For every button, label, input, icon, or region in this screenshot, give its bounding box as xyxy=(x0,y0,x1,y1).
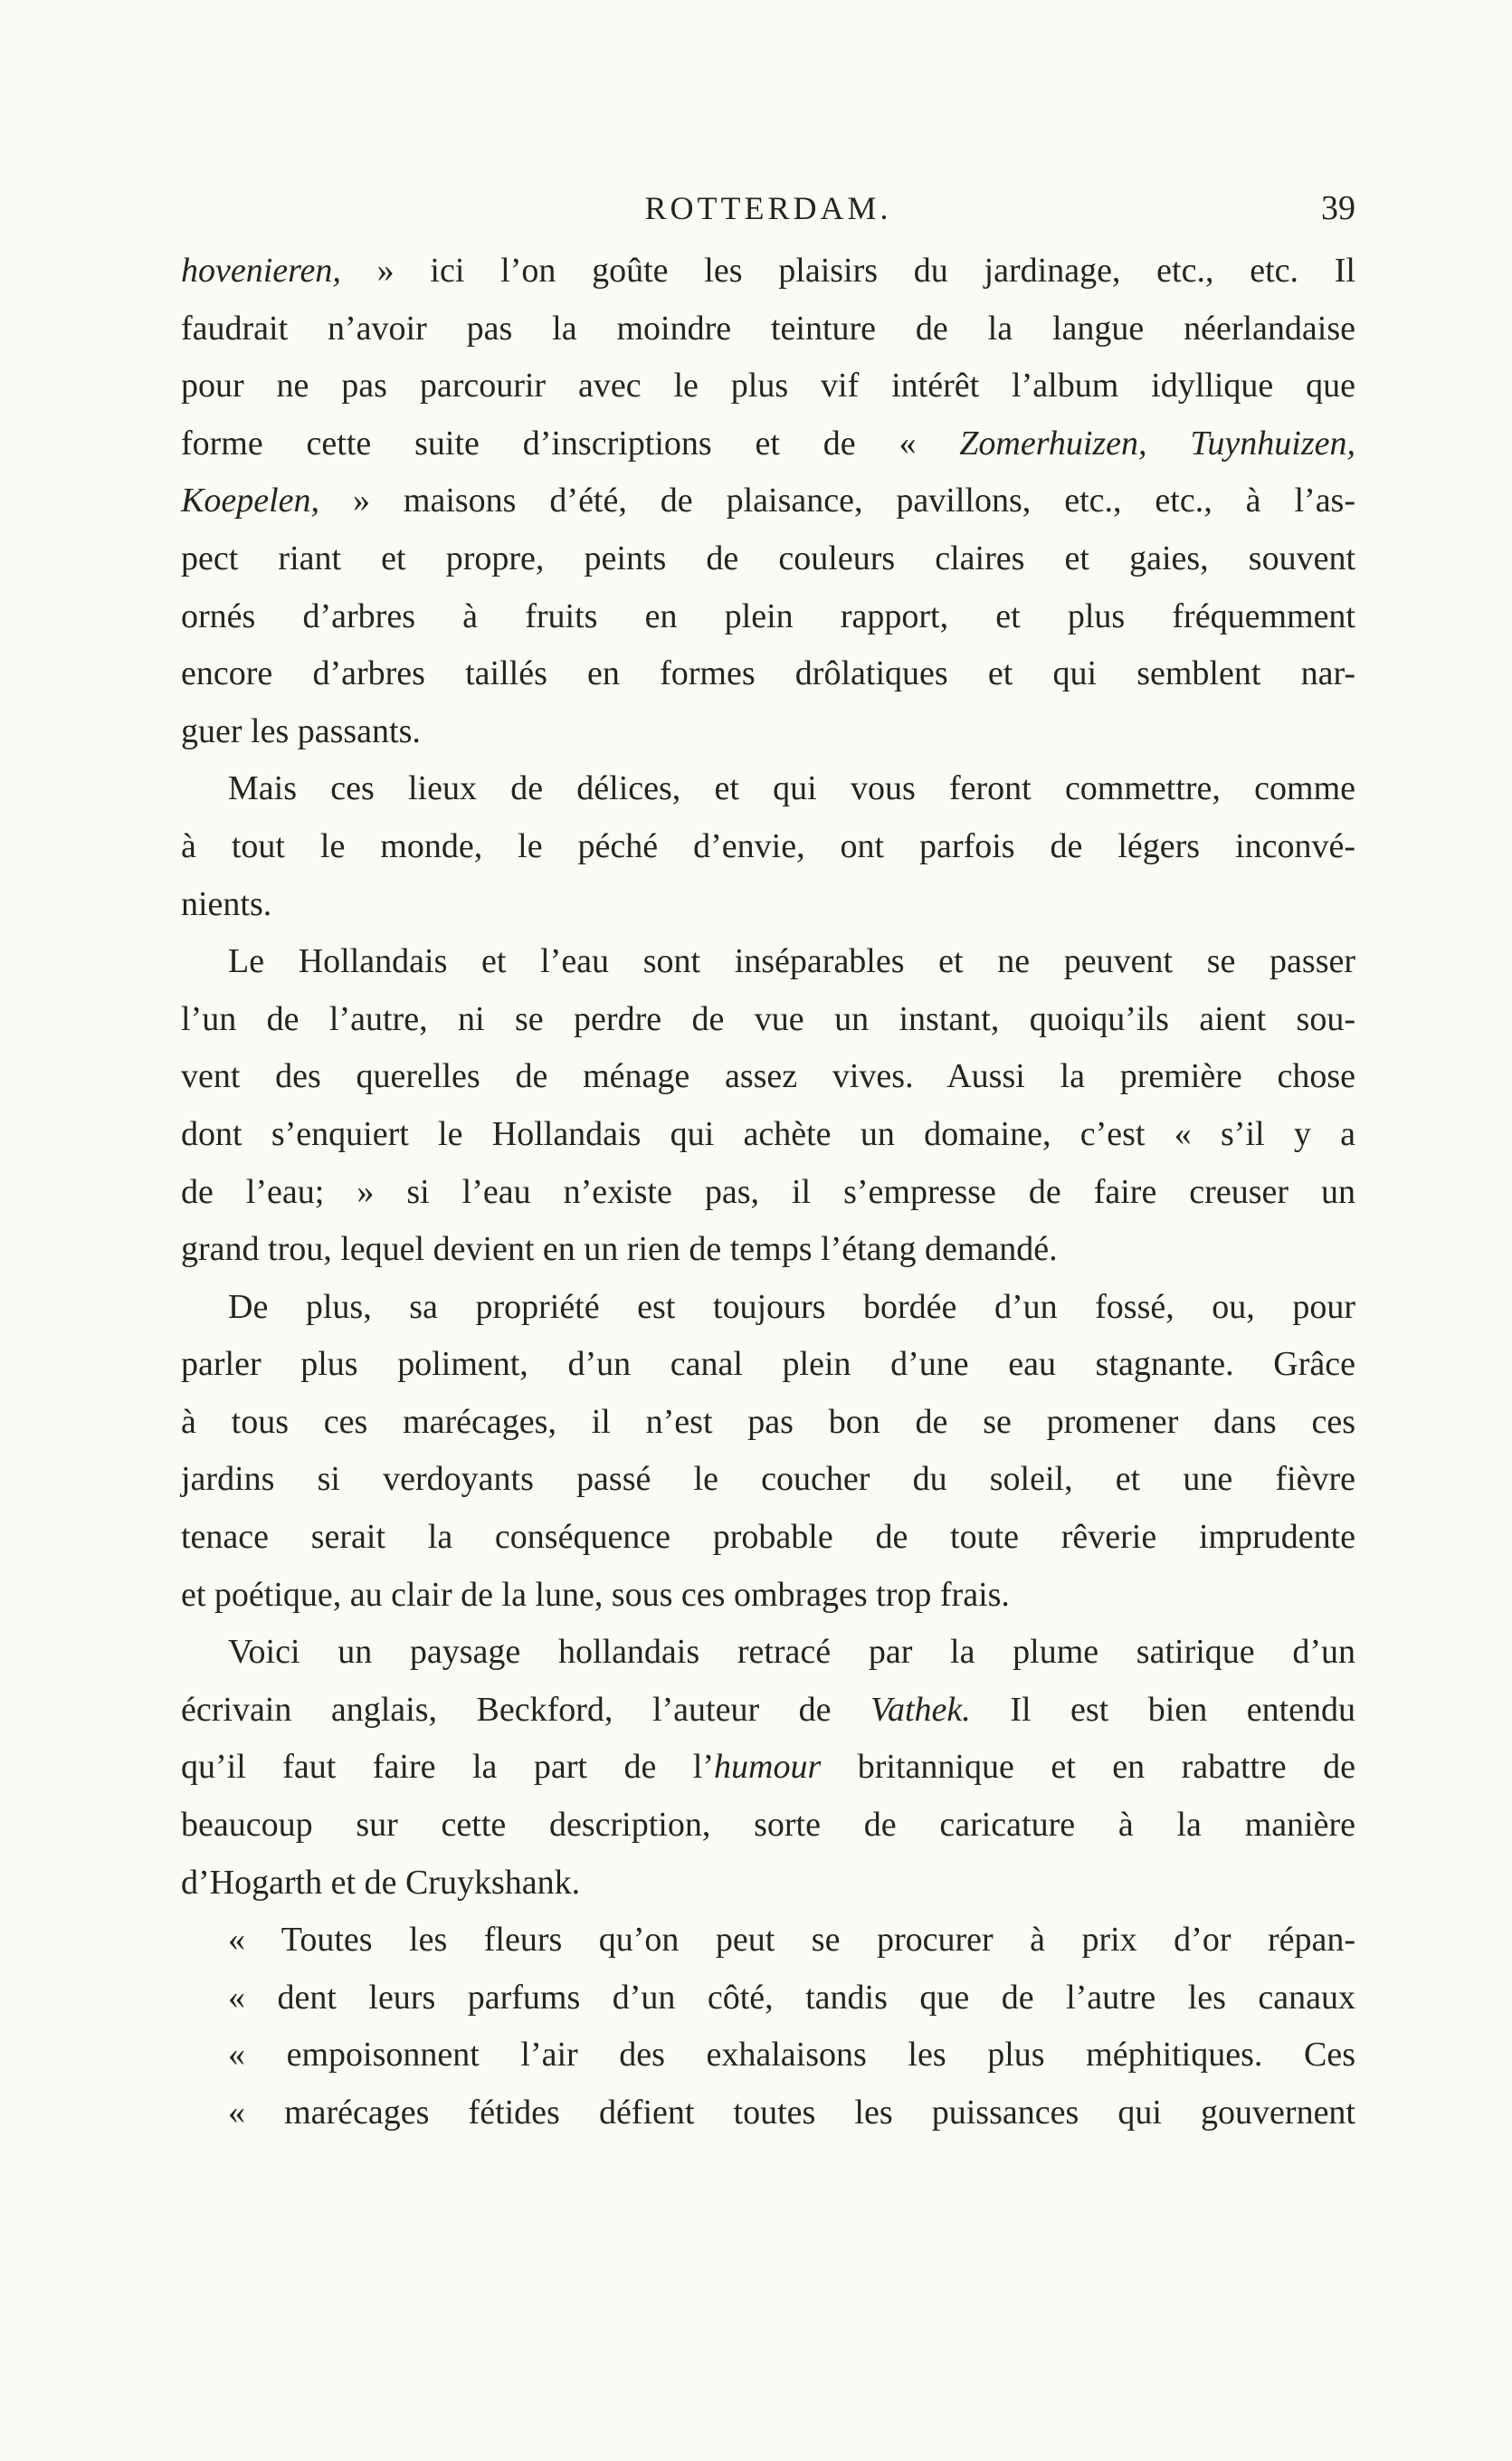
text-line-17: de l’eau; » si l’eau n’existe pas, il s’empresse de faire creuser un xyxy=(181,1172,1355,1211)
text-line-11: à tout le monde, le péché d’envie, ont parfois de légers inconvé- xyxy=(181,826,1355,865)
text-line-23: tenace serait la conséquence probable de toute rêverie imprudente xyxy=(181,1518,1355,1557)
text-line-25: Voici un paysage hollandais retracé par la plume satirique d’un xyxy=(228,1633,1355,1672)
running-title: ROTTERDAM. xyxy=(644,190,892,226)
text-line-9: guer les passants. xyxy=(181,711,421,750)
text-line-5: Koepelen, » maisons d’été, de plaisance, pavillons, etc., etc., à l’as- xyxy=(181,482,1355,520)
text-line-19: De plus, sa propriété est toujours bordée d’un fossé, ou, pour xyxy=(228,1287,1355,1326)
quote-line-2: « dent leurs parfums d’un côté, tandis que de l’autre les canaux xyxy=(228,1978,1355,2017)
text-line-18: grand trou, lequel devient en un rien de temps l’étang demandé. xyxy=(181,1230,1058,1269)
body-text xyxy=(181,243,1355,2142)
text-line-16: dont s’enquiert le Hollandais qui achète un domaine, c’est « s’il y a xyxy=(181,1114,1355,1153)
page-header xyxy=(181,181,1355,235)
text-line-22: jardins si verdoyants passé le coucher du soleil, et une fièvre xyxy=(181,1460,1355,1499)
quote-line-4: « marécages fétides défient toutes les puissances qui gouvernent xyxy=(228,2094,1355,2132)
text-line-3: pour ne pas parcourir avec le plus vif intérêt l’album idyllique que xyxy=(181,367,1355,405)
text-line-7: ornés d’arbres à fruits en plein rapport, et plus fréquemment xyxy=(181,596,1355,635)
text-line-20: parler plus poliment, d’un canal plein d’une eau stagnante. Grâce xyxy=(181,1345,1355,1384)
text-line-13: Le Hollandais et l’eau sont inséparables et ne peuvent se passer xyxy=(228,942,1355,981)
text-line-12: nients. xyxy=(181,884,272,923)
text-line-14: l’un de l’autre, ni se perdre de vue un instant, quoiqu’ils aient sou- xyxy=(181,999,1355,1038)
text-line-8: encore d’arbres taillés en formes drôlatiques et qui semblent nar- xyxy=(181,654,1355,693)
text-line-21: à tous ces marécages, il n’est pas bon de se promener dans ces xyxy=(181,1402,1355,1441)
page-number: 39 xyxy=(1321,189,1355,227)
quote-line-3: « empoisonnent l’air des exhalaisons les plus méphitiques. Ces xyxy=(228,2036,1355,2075)
text-line-10: Mais ces lieux de délices, et qui vous feront commettre, comme xyxy=(228,769,1355,808)
quote-line-1: « Toutes les fleurs qu’on peut se procurer à prix d’or répan- xyxy=(228,1921,1355,1960)
text-line-6: pect riant et propre, peints de couleurs claires et gaies, souvent xyxy=(181,539,1355,577)
text-line-2: faudrait n’avoir pas la moindre teinture de la langue néerlandaise xyxy=(181,309,1355,348)
text-line-24: et poétique, au clair de la lune, sous ces ombrages trop frais. xyxy=(181,1575,1010,1614)
text-line-15: vent des querelles de ménage assez vives. Aussi la première chose xyxy=(181,1057,1355,1096)
text-line-27: qu’il faut faire la part de l’humour britannique et en rabattre de xyxy=(181,1748,1355,1787)
text-line-28: beaucoup sur cette description, sorte de caricature à la manière xyxy=(181,1806,1355,1845)
text-line-26: écrivain anglais, Beckford, l’auteur de Vathek. Il est bien entendu xyxy=(181,1690,1355,1729)
text-line-29: d’Hogarth et de Cruykshank. xyxy=(181,1863,581,1902)
text-line-1: hovenieren, » ici l’on goûte les plaisirs du jardinage, etc., etc. Il xyxy=(181,252,1355,290)
text-line-4: forme cette suite d’inscriptions et de « Zomerhuizen, Tuynhuizen, xyxy=(181,424,1355,463)
